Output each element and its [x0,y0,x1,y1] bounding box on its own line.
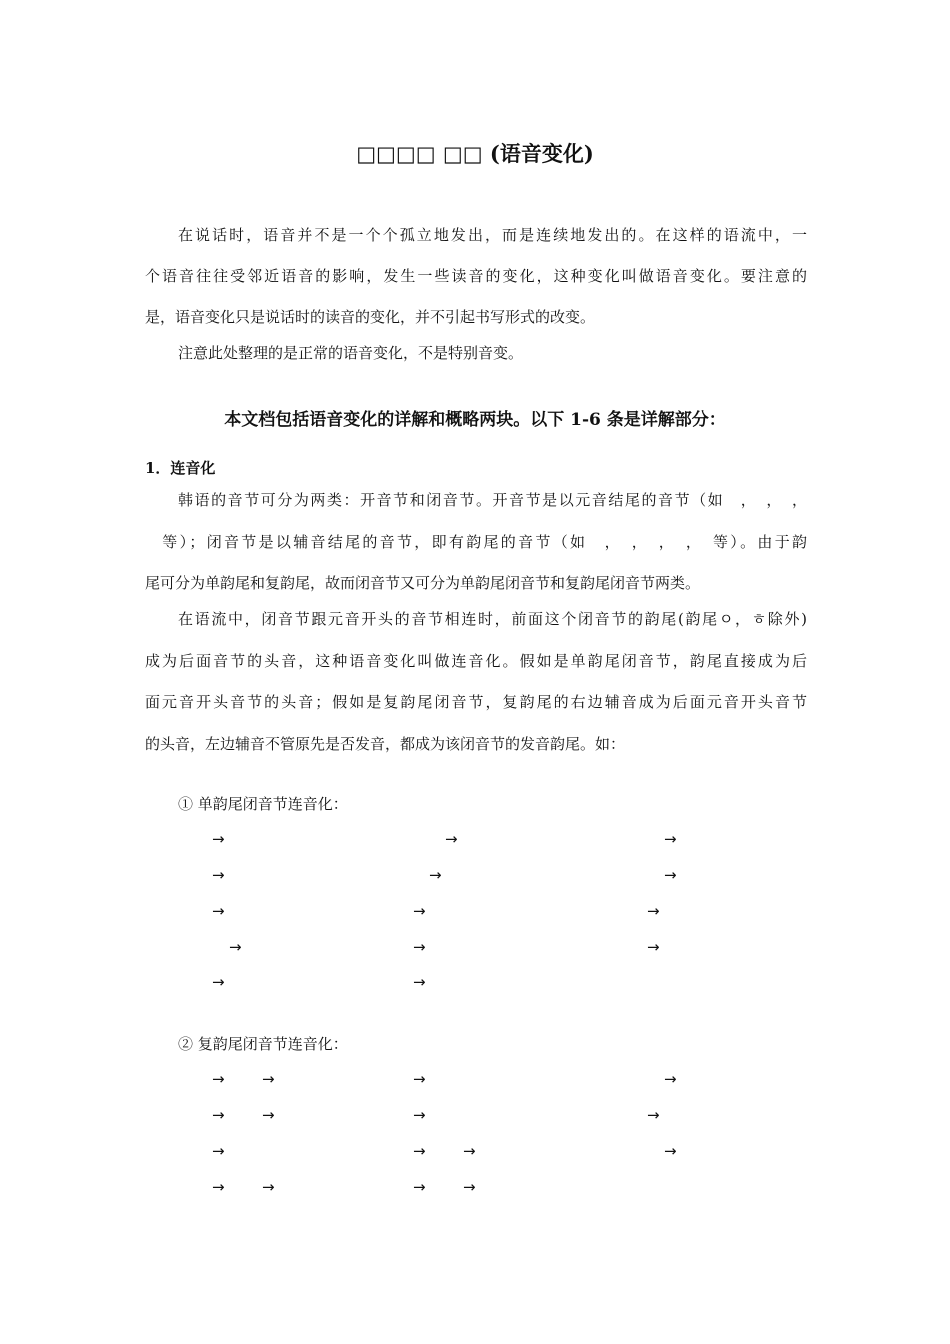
arrow-icon: → [212,1070,225,1088]
arrow-icon: → [262,1178,275,1196]
intro-line-3: 是，语音变化只是说话时的读音的变化，并不引起书写形式的改变。 [145,308,596,326]
arrow-icon: → [212,866,225,884]
arrow-icon: → [229,938,242,956]
arrow-icon: → [212,1142,225,1160]
arrow-icon: → [262,1106,275,1124]
arrow-icon: → [664,830,677,848]
list-2-label: ② 复韵尾闭音节连音化： [178,1035,348,1053]
intro-line-2: 个语音往往受邻近语音的影响，发生一些读音的变化，这种变化叫做语音变化。要注意的 [145,267,807,285]
section-1-para-2-line-3: 面元音开头音节的头音；假如是复韵尾闭音节，复韵尾的右边辅音成为后面元音开头音节 [145,693,807,711]
arrow-icon: → [445,830,458,848]
arrow-icon: → [664,866,677,884]
section-1-para-1-line-2: 等）；闭音节是以辅音结尾的音节，即有韵尾的音节（如 ， ， ， ， 等）。由于韵 [145,533,807,551]
arrow-icon: → [647,902,660,920]
arrow-icon: → [413,1178,426,1196]
arrow-icon: → [664,1070,677,1088]
arrow-icon: → [212,830,225,848]
section-1-para-2-line-2: 成为后面音节的头音，这种语音变化叫做连音化。假如是单韵尾闭音节，韵尾直接成为后 [145,652,807,670]
section-1-para-2-line-4: 的头音，左边辅音不管原先是否发音，都成为该闭音节的发音韵尾。如： [145,735,626,753]
arrow-icon: → [413,1070,426,1088]
arrow-icon: → [413,1142,426,1160]
section-1-para-1-line-1: 韩语的音节可分为两类：开音节和闭音节。开音节是以元音结尾的音节（如 ， ， ， [178,491,807,509]
arrow-icon: → [212,1178,225,1196]
section-1-para-1-line-3: 尾可分为单韵尾和复韵尾，故而闭音节又可分为单韵尾闭音节和复韵尾闭音节两类。 [145,574,701,592]
arrow-icon: → [429,866,442,884]
section-1-para-2-line-1: 在语流中，闭音节跟元音开头的音节相连时，前面这个闭音节的韵尾(韵尾ㅇ，ㅎ除外) [178,610,807,628]
arrow-icon: → [413,902,426,920]
arrow-icon: → [212,973,225,991]
arrow-icon: → [413,1106,426,1124]
arrow-icon: → [413,973,426,991]
page-title: □□□□ □□ (语音变化) [356,141,594,166]
arrow-icon: → [647,1106,660,1124]
arrow-icon: → [664,1142,677,1160]
list-1-label: ① 单韵尾闭音节连音化： [178,795,348,813]
intro-line-1: 在说话时，语音并不是一个个孤立地发出，而是连续地发出的。在这样的语流中，一 [178,226,807,244]
arrow-icon: → [212,902,225,920]
section-1-heading: 1．连音化 [145,459,216,477]
arrow-icon: → [262,1070,275,1088]
arrow-icon: → [463,1178,476,1196]
arrow-icon: → [647,938,660,956]
intro-note: 注意此处整理的是正常的语音变化，不是特别音变。 [178,344,524,362]
document-overview-heading: 本文档包括语音变化的详解和概略两块。以下 1-6 条是详解部分： [224,410,726,430]
arrow-icon: → [212,1106,225,1124]
arrow-icon: → [463,1142,476,1160]
arrow-icon: → [413,938,426,956]
